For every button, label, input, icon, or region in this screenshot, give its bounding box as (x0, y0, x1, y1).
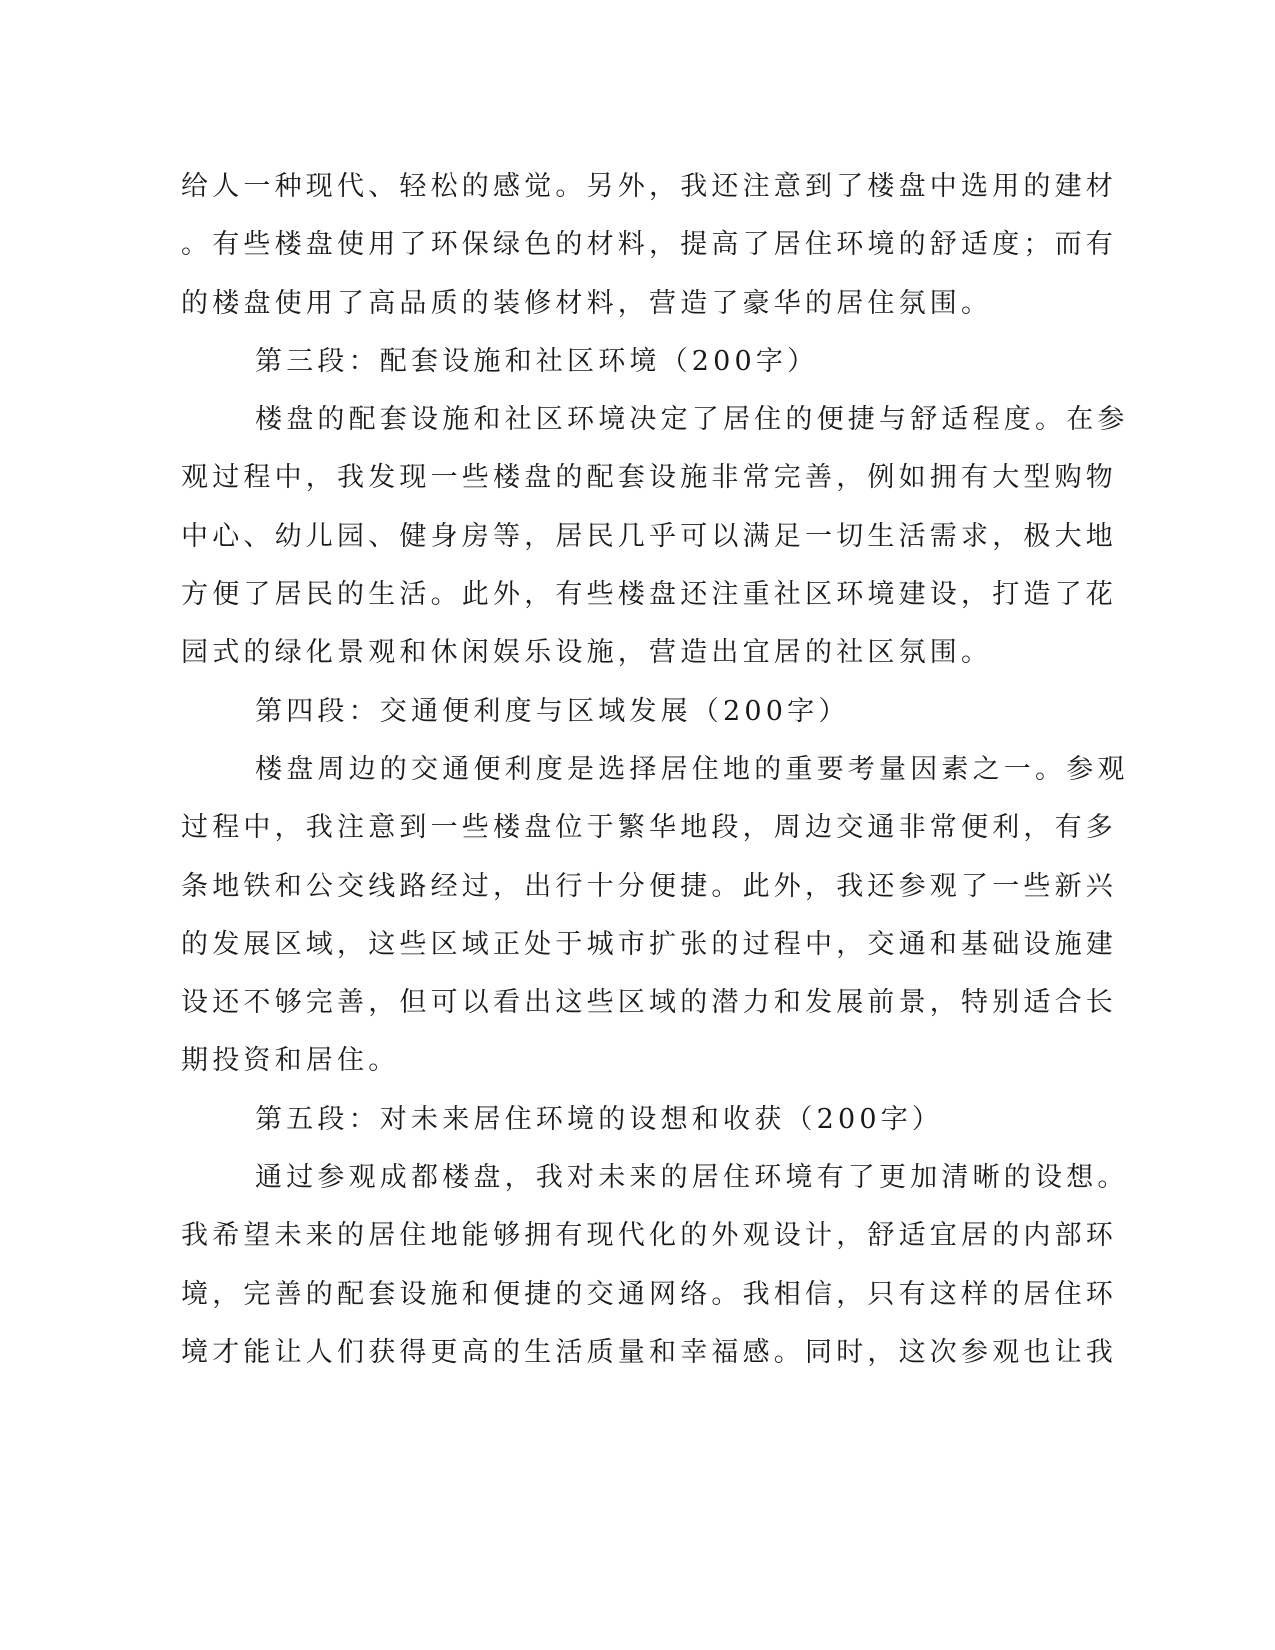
text-line: 观过程中，我发现一些楼盘的配套设施非常完善，例如拥有大型购物 (181, 462, 1117, 494)
text-line: 中心、幼儿园、健身房等，居民几乎可以满足一切生活需求，极大地 (181, 520, 1117, 552)
document-body (181, 158, 1129, 1382)
text-line: 楼盘的配套设施和社区环境决定了居住的便捷与舒适程度。在参 (255, 404, 1129, 436)
section-heading: 第四段：交通便利度与区域发展（200字） (255, 695, 850, 727)
section-heading: 第五段：对未来居住环境的设想和收获（200字） (255, 1103, 944, 1135)
text-line: 我希望未来的居住地能够拥有现代化的外观设计，舒适宜居的内部环 (181, 1220, 1117, 1252)
text-line: 楼盘周边的交通便利度是选择居住地的重要考量因素之一。参观 (255, 753, 1129, 785)
text-line: 境，完善的配套设施和便捷的交通网络。我相信，只有这样的居住环 (181, 1278, 1117, 1310)
text-line: 方便了居民的生活。此外，有些楼盘还注重社区环境建设，打造了花 (181, 579, 1117, 611)
text-line: 过程中，我注意到一些楼盘位于繁华地段，周边交通非常便利，有多 (181, 812, 1117, 844)
text-line: 境才能让人们获得更高的生活质量和幸福感。同时，这次参观也让我 (181, 1336, 1117, 1368)
text-line: 期投资和居住。 (181, 1045, 400, 1077)
text-line: 设还不够完善，但可以看出这些区域的潜力和发展前景，特别适合长 (181, 987, 1117, 1019)
section-heading: 第三段：配套设施和社区环境（200字） (255, 345, 819, 377)
text-line: 给人一种现代、轻松的感觉。另外，我还注意到了楼盘中选用的建材 (181, 171, 1117, 202)
text-line: 通过参观成都楼盘，我对未来的居住环境有了更加清晰的设想。 (255, 1162, 1129, 1194)
text-line: 条地铁和公交线路经过，出行十分便捷。此外，我还参观了一些新兴 (181, 870, 1117, 902)
text-line: 的楼盘使用了高品质的装修材料，营造了豪华的居住氛围。 (181, 287, 993, 319)
text-line: 的发展区域，这些区域正处于城市扩张的过程中，交通和基础设施建 (181, 928, 1117, 960)
text-line: 园式的绿化景观和休闲娱乐设施，营造出宜居的社区氛围。 (181, 637, 993, 669)
text-line: 。有些楼盘使用了环保绿色的材料，提高了居住环境的舒适度；而有 (181, 229, 1117, 261)
